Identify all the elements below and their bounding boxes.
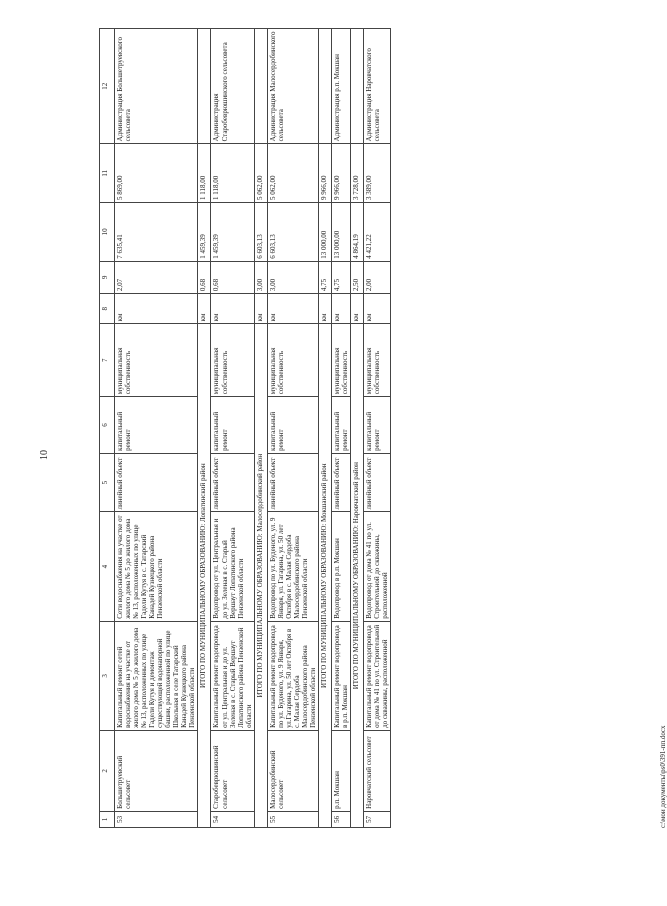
cell-settlement: Старобеврюшинский сельсовет [211, 730, 254, 811]
total-label: ИТОГО ПО МУНИЦИПАЛЬНОМУ ОБРАЗОВАНИЮ: Наровчатский район [351, 324, 364, 828]
column-number-cell: 11 [100, 144, 115, 203]
cell-sum1: 1 459,39 [211, 203, 254, 262]
cell-work: Капитальный ремонт сетей водоснабжения на участке от жилого дома № 5 до жилого дома № 13, расположенных по улице Гадели Кутуя и демонтаж существующей водонапорной башни, расположенной по улице Школьная в селе Татарский Канадей Кузнецкого района Пензенской области [115, 621, 198, 730]
column-number-cell: 5 [100, 453, 115, 512]
cell-qty: 3,00 [267, 261, 318, 293]
total-qty-cell: 4,75 [318, 261, 331, 293]
total-unit-cell: км [254, 294, 267, 324]
cell-object: Водопровод в р.п. Мокшан [331, 512, 350, 621]
cell-work: Капитальный ремонт водопровода по ул. Буденого, ул. 9 Января, ул.Гагарина, ул. 50 лет Октября в с. Малая Сердоба Малосердобинского района Пензенской области [267, 621, 318, 730]
cell-unit: км [331, 294, 350, 324]
column-number-cell: 7 [100, 324, 115, 397]
cell-n: 55 [267, 811, 318, 827]
cell-admin: Администрация р.п. Мокшан [331, 29, 350, 144]
cell-sum1: 13 000,00 [331, 203, 350, 262]
column-number-cell: 1 [100, 811, 115, 827]
cell-kind: линейный объект [267, 453, 318, 512]
cell-admin: Администрация Старобеврюшинского сельсовета [211, 29, 254, 144]
column-number-cell: 2 [100, 730, 115, 811]
cell-object: Водопровод от ул. Центральная и до ул. Зеленая в с. Старый Вершаут Лопатинского района Пензенской области [211, 512, 254, 621]
total-qty-cell: 2,50 [351, 261, 364, 293]
cell-object: Сети водоснабжения на участке от жилого дома № 5 до жилого дома № 13, расположенных по улице Гадели Кутуя в с. Татарский Канадей Кузнецкого района Пензенской области [115, 512, 198, 621]
cell-admin: Администрация Наровчатского сельсовета [364, 29, 391, 144]
cell-unit: км [364, 294, 391, 324]
cell-qty: 4,75 [331, 261, 350, 293]
cell-own: муниципальная собственность [115, 324, 198, 397]
total-empty-cell [351, 29, 364, 144]
cell-qty: 2,07 [115, 261, 198, 293]
total-sum2-cell: 5 062,00 [254, 144, 267, 203]
column-number-cell: 10 [100, 203, 115, 262]
cell-own: муниципальная собственность [267, 324, 318, 397]
column-number-cell: 9 [100, 261, 115, 293]
total-sum1-cell: 1 459,39 [198, 203, 211, 262]
total-label: ИТОГО ПО МУНИЦИПАЛЬНОМУ ОБРАЗОВАНИЮ: Мокшанский район [318, 324, 331, 828]
cell-rtype: капитальный ремонт [267, 397, 318, 454]
column-number-cell: 6 [100, 397, 115, 454]
cell-unit: км [115, 294, 198, 324]
total-empty-cell [318, 29, 331, 144]
cell-sum2: 3 389,00 [364, 144, 391, 203]
total-sum2-cell: 1 118,00 [198, 144, 211, 203]
total-row [254, 29, 267, 828]
cell-rtype: капитальный ремонт [364, 397, 391, 454]
cell-kind: линейный объект [364, 453, 391, 512]
cell-rtype: капитальный ремонт [331, 397, 350, 454]
table-row [267, 29, 318, 828]
rotated-table-sheet [99, 28, 667, 828]
cell-kind: линейный объект [211, 453, 254, 512]
cell-own: муниципальная собственность [364, 324, 391, 397]
total-empty-cell [198, 29, 211, 144]
total-row [351, 29, 364, 828]
cell-settlement: Малосердобинский сельсовет [267, 730, 318, 811]
cell-unit: км [211, 294, 254, 324]
cell-work: Капитальный ремонт водопровода от ул. Центральная и до ул. Зеленая в с. Старый Вершаут Лопатинского района Пензенской области [211, 621, 254, 730]
cell-own: муниципальная собственность [331, 324, 350, 397]
cell-unit: км [267, 294, 318, 324]
cell-settlement: р.п. Мокшан [331, 730, 350, 811]
cell-object: Водопровод по ул. Буденого, ул. 9 Января, ул. Гагарина, ул. 50 лет Октября в с. Малая Сердоба Малосердобинского района Пензенской области [267, 512, 318, 621]
cell-sum1: 7 635,41 [115, 203, 198, 262]
total-label: ИТОГО ПО МУНИЦИПАЛЬНОМУ ОБРАЗОВАНИЮ: Малосердобинский район [254, 324, 267, 828]
table-row [115, 29, 198, 828]
cell-work: Капитальный ремонт водопровода в р.п. Мокшан [331, 621, 350, 730]
page-number: 10 [39, 450, 50, 460]
cell-rtype: капитальный ремонт [211, 397, 254, 454]
cell-settlement: Наровчатский сельсовет [364, 730, 391, 811]
cell-n: 56 [331, 811, 350, 827]
total-unit-cell: км [351, 294, 364, 324]
cell-rtype: капитальный ремонт [115, 397, 198, 454]
cell-sum2: 9 966,00 [331, 144, 350, 203]
cell-own: муниципальная собственность [211, 324, 254, 397]
total-unit-cell: км [198, 294, 211, 324]
column-number-cell: 8 [100, 294, 115, 324]
total-sum2-cell: 9 966,00 [318, 144, 331, 203]
table-row [331, 29, 350, 828]
column-number-cell: 4 [100, 512, 115, 621]
total-row [318, 29, 331, 828]
total-label: ИТОГО ПО МУНИЦИПАЛЬНОМУ ОБРАЗОВАНИЮ: Лопатинский район [198, 324, 211, 828]
cell-work: Капитальный ремонт водопровода от дома № 41 по ул. Строительной до скважины, расположенной [364, 621, 391, 730]
cell-settlement: Большетруевский сельсовет [115, 730, 198, 811]
table-row [211, 29, 254, 828]
cell-object: Водопровод от дома № 41 по ул. Строительной до скважины, расположенной [364, 512, 391, 621]
cell-n: 54 [211, 811, 254, 827]
cell-admin: Администрация Большетруевского сельсовета [115, 29, 198, 144]
cell-qty: 0,68 [211, 261, 254, 293]
total-unit-cell: км [318, 294, 331, 324]
cell-sum2: 5 062,00 [267, 144, 318, 203]
header-row [100, 29, 115, 828]
column-number-cell: 3 [100, 621, 115, 730]
total-sum2-cell: 3 728,00 [351, 144, 364, 203]
cell-sum1: 4 421,22 [364, 203, 391, 262]
cell-qty: 2,00 [364, 261, 391, 293]
total-sum1-cell: 6 603,13 [254, 203, 267, 262]
total-empty-cell [254, 29, 267, 144]
cell-sum2: 5 869,00 [115, 144, 198, 203]
cell-kind: линейный объект [331, 453, 350, 512]
cell-sum2: 1 118,00 [211, 144, 254, 203]
program-table [99, 28, 391, 828]
cell-kind: линейный объект [115, 453, 198, 512]
cell-sum1: 6 603,13 [267, 203, 318, 262]
total-sum1-cell: 13 000,00 [318, 203, 331, 262]
cell-n: 57 [364, 811, 391, 827]
total-sum1-cell: 4 864,19 [351, 203, 364, 262]
file-path-footer: c:\мои документы\ps0\391-пп.docx [659, 725, 667, 828]
cell-admin: Администрация Малосердобинского сельсовета [267, 29, 318, 144]
total-qty-cell: 0,68 [198, 261, 211, 293]
column-number-cell: 12 [100, 29, 115, 144]
total-qty-cell: 3,00 [254, 261, 267, 293]
total-row [198, 29, 211, 828]
table-row [364, 29, 391, 828]
cell-n: 53 [115, 811, 198, 827]
